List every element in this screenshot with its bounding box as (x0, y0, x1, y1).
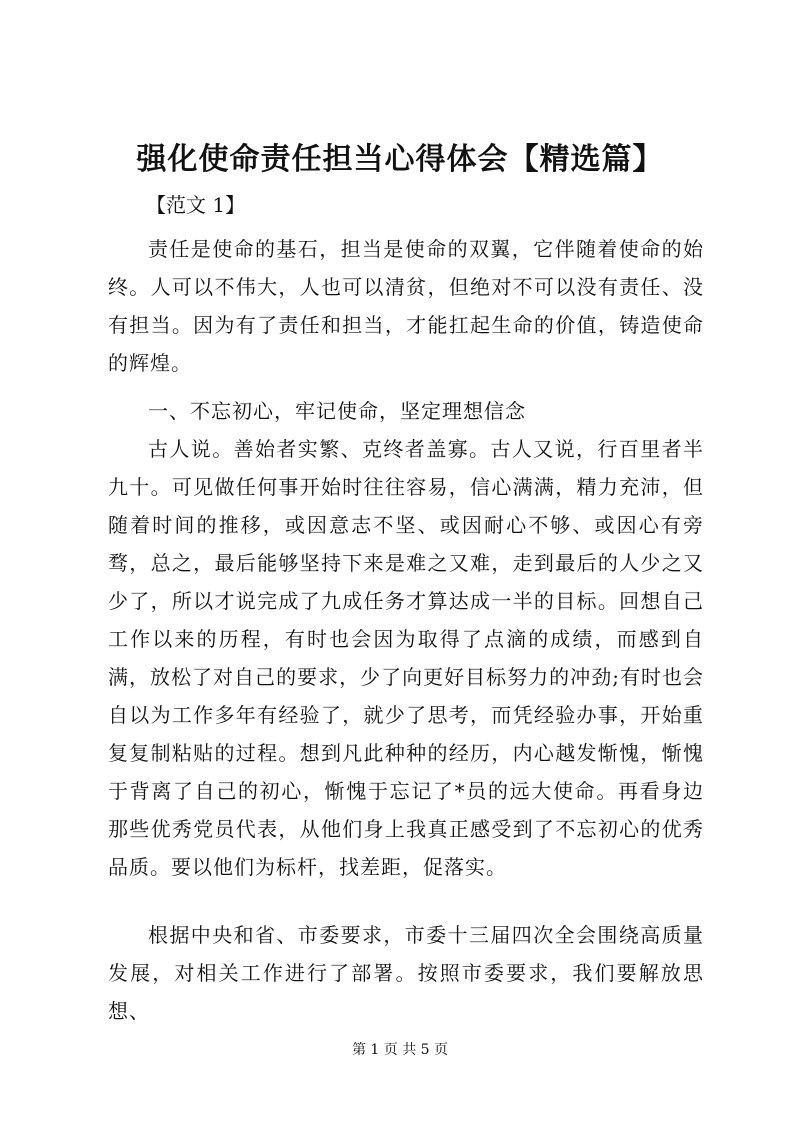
paragraph-continued: 根据中央和省、市委要求，市委十三届四次全会围绕高质量发展，对相关工作进行了部署。按照市委要求，我们要解放思想、 (108, 923, 704, 1023)
sample-label: 【范文 1】 (146, 193, 246, 217)
section-heading: 一、不忘初心，牢记使命，坚定理想信念 (148, 399, 526, 423)
page-number: 第 1 页 共 5 页 (351, 1042, 449, 1058)
paragraph-body: 古人说。善始者实繁、克终者盖寡。古人又说，行百里者半九十。可见做任何事开始时往往容易，信心满满，精力充沛，但随着时间的推移，或因意志不坚、或因耐心不够、或因心有旁骛，总之，最后能够坚持下来是难之又难，走到最后的人少之又少了，所以才说完成了九成任务才算达成一半的目标。回想自己工作以来的历程，有时也会因为取得了点滴的成绩，而感到自满，放松了对自己的要求，少了向更好目标努力的冲劲;有时也会自以为工作多年有经验了，就少了思考，而凭经验办事，开始重复复制粘贴的过程。想到凡此种种的经历，内心越发惭愧，惭愧于背离了自己的初心，惭愧于忘记了*员的远大使命。再看身边那些优秀党员代表，从他们身上我真正感受到了不忘初心的优秀品质。要以他们为标杆，找差距，促落实。 (108, 437, 704, 879)
paragraph-intro: 责任是使命的基石，担当是使命的双翼，它伴随着使命的始终。人可以不伟大，人也可以清贫，但绝对不可以没有责任、没有担当。因为有了责任和担当，才能扛起生命的价值，铸造使命的辉煌。 (108, 237, 704, 375)
document-title: 强化使命责任担当心得体会【精选篇】 (136, 142, 664, 177)
